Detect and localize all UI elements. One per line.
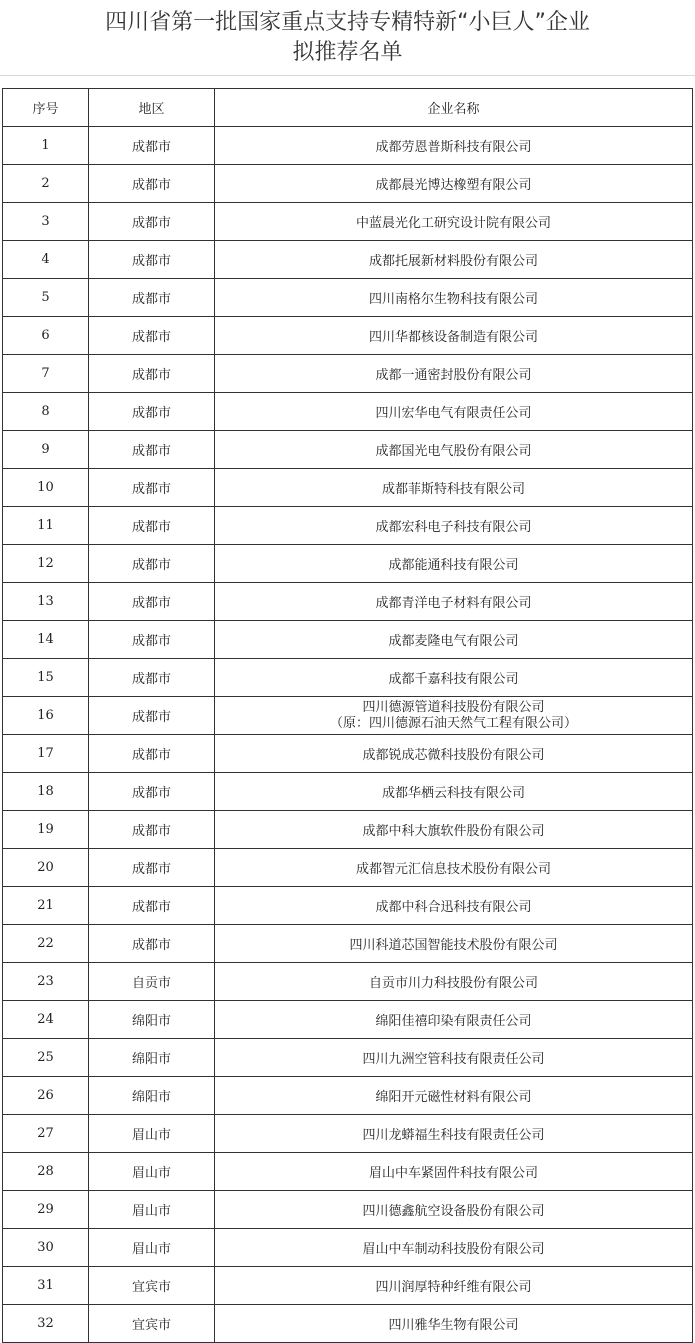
row-company-name: 成都智元汇信息技术股份有限公司 xyxy=(215,849,693,887)
row-company-name: 四川雅华生物有限公司 xyxy=(215,1305,693,1343)
title-line-2: 拟推荐名单 xyxy=(292,40,403,65)
table-row xyxy=(3,1077,693,1115)
header-serial-number: 序号 xyxy=(3,89,89,127)
row-serial-number: 16 xyxy=(3,697,89,735)
table-row xyxy=(3,697,693,735)
row-region: 成都市 xyxy=(89,621,215,659)
table-row xyxy=(3,545,693,583)
table-row xyxy=(3,735,693,773)
row-region: 眉山市 xyxy=(89,1191,215,1229)
row-serial-number: 17 xyxy=(3,735,89,773)
row-region: 绵阳市 xyxy=(89,1039,215,1077)
row-company-name: 绵阳开元磁性材料有限公司 xyxy=(215,1077,693,1115)
row-serial-number: 15 xyxy=(3,659,89,697)
row-serial-number: 24 xyxy=(3,1001,89,1039)
row-company-name: 中蓝晨光化工研究设计院有限公司 xyxy=(215,203,693,241)
row-company-name xyxy=(215,697,693,735)
table-row xyxy=(3,925,693,963)
row-company-name: 成都一通密封股份有限公司 xyxy=(215,355,693,393)
row-serial-number: 9 xyxy=(3,431,89,469)
row-region: 成都市 xyxy=(89,241,215,279)
row-company-name: 成都宏科电子科技有限公司 xyxy=(215,507,693,545)
row-company-name: 绵阳佳禧印染有限责任公司 xyxy=(215,1001,693,1039)
table-row xyxy=(3,165,693,203)
table-row xyxy=(3,1115,693,1153)
row-company-name: 四川龙蟒福生科技有限责任公司 xyxy=(215,1115,693,1153)
table-header-row xyxy=(3,89,693,127)
row-region: 成都市 xyxy=(89,317,215,355)
row-region: 宜宾市 xyxy=(89,1305,215,1343)
table-row xyxy=(3,849,693,887)
table-row xyxy=(3,507,693,545)
row-company-name: 成都菲斯特科技有限公司 xyxy=(215,469,693,507)
table-row xyxy=(3,583,693,621)
row-serial-number: 3 xyxy=(3,203,89,241)
row-region: 成都市 xyxy=(89,469,215,507)
row-company-name: 四川科道芯国智能技术股份有限公司 xyxy=(215,925,693,963)
table-row xyxy=(3,1001,693,1039)
row-serial-number: 5 xyxy=(3,279,89,317)
row-company-name: 成都青洋电子材料有限公司 xyxy=(215,583,693,621)
table-row xyxy=(3,431,693,469)
row-serial-number: 19 xyxy=(3,811,89,849)
row-company-name: 成都锐成芯微科技股份有限公司 xyxy=(215,735,693,773)
row-serial-number: 27 xyxy=(3,1115,89,1153)
table-row xyxy=(3,1039,693,1077)
enterprise-table xyxy=(2,88,693,1343)
row-region: 成都市 xyxy=(89,697,215,735)
row-region: 成都市 xyxy=(89,545,215,583)
row-serial-number: 18 xyxy=(3,773,89,811)
row-company-name: 四川华都核设备制造有限公司 xyxy=(215,317,693,355)
row-serial-number: 6 xyxy=(3,317,89,355)
row-serial-number: 13 xyxy=(3,583,89,621)
row-region: 成都市 xyxy=(89,431,215,469)
row-region: 成都市 xyxy=(89,773,215,811)
table-row xyxy=(3,1191,693,1229)
header-company-name: 企业名称 xyxy=(215,89,693,127)
row-company-name: 成都能通科技有限公司 xyxy=(215,545,693,583)
row-region: 成都市 xyxy=(89,507,215,545)
row-serial-number: 22 xyxy=(3,925,89,963)
row-region: 成都市 xyxy=(89,887,215,925)
table-row xyxy=(3,203,693,241)
company-name-former-note: （原：四川德源石油天然气工程有限公司） xyxy=(329,715,577,731)
table-row xyxy=(3,773,693,811)
row-company-name: 眉山中车紧固件科技有限公司 xyxy=(215,1153,693,1191)
row-region: 成都市 xyxy=(89,925,215,963)
row-company-name: 四川宏华电气有限责任公司 xyxy=(215,393,693,431)
row-region: 成都市 xyxy=(89,735,215,773)
row-region: 成都市 xyxy=(89,393,215,431)
row-serial-number: 21 xyxy=(3,887,89,925)
table-row xyxy=(3,811,693,849)
row-region: 成都市 xyxy=(89,355,215,393)
row-region: 成都市 xyxy=(89,127,215,165)
row-company-name: 成都托展新材料股份有限公司 xyxy=(215,241,693,279)
table-row xyxy=(3,317,693,355)
row-region: 绵阳市 xyxy=(89,1077,215,1115)
row-region: 成都市 xyxy=(89,203,215,241)
header-region: 地区 xyxy=(89,89,215,127)
table-row xyxy=(3,279,693,317)
row-serial-number: 8 xyxy=(3,393,89,431)
row-company-name: 四川德鑫航空设备股份有限公司 xyxy=(215,1191,693,1229)
row-company-name: 四川南格尔生物科技有限公司 xyxy=(215,279,693,317)
row-company-name: 眉山中车制动科技股份有限公司 xyxy=(215,1229,693,1267)
table-row xyxy=(3,393,693,431)
row-company-name: 成都国光电气股份有限公司 xyxy=(215,431,693,469)
row-region: 成都市 xyxy=(89,659,215,697)
row-region: 绵阳市 xyxy=(89,1001,215,1039)
row-serial-number: 26 xyxy=(3,1077,89,1115)
table-row xyxy=(3,963,693,1001)
title-line-1: 四川省第一批国家重点支持专精特新“小巨人”企业 xyxy=(105,10,590,35)
document-title xyxy=(0,0,695,76)
table-row xyxy=(3,1229,693,1267)
row-region: 成都市 xyxy=(89,279,215,317)
row-region: 成都市 xyxy=(89,583,215,621)
row-company-name: 四川九洲空管科技有限责任公司 xyxy=(215,1039,693,1077)
row-region: 眉山市 xyxy=(89,1229,215,1267)
row-company-name: 自贡市川力科技股份有限公司 xyxy=(215,963,693,1001)
row-company-name: 四川润厚特种纤维有限公司 xyxy=(215,1267,693,1305)
row-serial-number: 2 xyxy=(3,165,89,203)
row-company-name: 成都晨光博达橡塑有限公司 xyxy=(215,165,693,203)
row-company-name: 成都华栖云科技有限公司 xyxy=(215,773,693,811)
table-row xyxy=(3,355,693,393)
table-row xyxy=(3,241,693,279)
row-region: 眉山市 xyxy=(89,1115,215,1153)
table-row xyxy=(3,127,693,165)
table-row xyxy=(3,469,693,507)
row-company-name: 成都千嘉科技有限公司 xyxy=(215,659,693,697)
row-region: 成都市 xyxy=(89,165,215,203)
row-region: 宜宾市 xyxy=(89,1267,215,1305)
row-company-name: 成都麦隆电气有限公司 xyxy=(215,621,693,659)
table-row xyxy=(3,1267,693,1305)
company-name-current: 四川德源管道科技股份有限公司 xyxy=(362,699,545,715)
row-serial-number: 29 xyxy=(3,1191,89,1229)
row-serial-number: 11 xyxy=(3,507,89,545)
row-serial-number: 20 xyxy=(3,849,89,887)
row-serial-number: 7 xyxy=(3,355,89,393)
row-serial-number: 28 xyxy=(3,1153,89,1191)
table-row xyxy=(3,887,693,925)
row-region: 眉山市 xyxy=(89,1153,215,1191)
row-serial-number: 32 xyxy=(3,1305,89,1343)
row-serial-number: 14 xyxy=(3,621,89,659)
row-serial-number: 12 xyxy=(3,545,89,583)
row-region: 自贡市 xyxy=(89,963,215,1001)
row-serial-number: 23 xyxy=(3,963,89,1001)
row-company-name: 成都中科大旗软件股份有限公司 xyxy=(215,811,693,849)
row-serial-number: 30 xyxy=(3,1229,89,1267)
row-serial-number: 4 xyxy=(3,241,89,279)
table-row xyxy=(3,1305,693,1343)
row-region: 成都市 xyxy=(89,849,215,887)
table-row xyxy=(3,621,693,659)
row-company-name: 成都中科合迅科技有限公司 xyxy=(215,887,693,925)
row-serial-number: 10 xyxy=(3,469,89,507)
row-serial-number: 31 xyxy=(3,1267,89,1305)
row-serial-number: 1 xyxy=(3,127,89,165)
row-company-name: 成都劳恩普斯科技有限公司 xyxy=(215,127,693,165)
row-region: 成都市 xyxy=(89,811,215,849)
row-serial-number: 25 xyxy=(3,1039,89,1077)
table-row xyxy=(3,1153,693,1191)
table-row xyxy=(3,659,693,697)
